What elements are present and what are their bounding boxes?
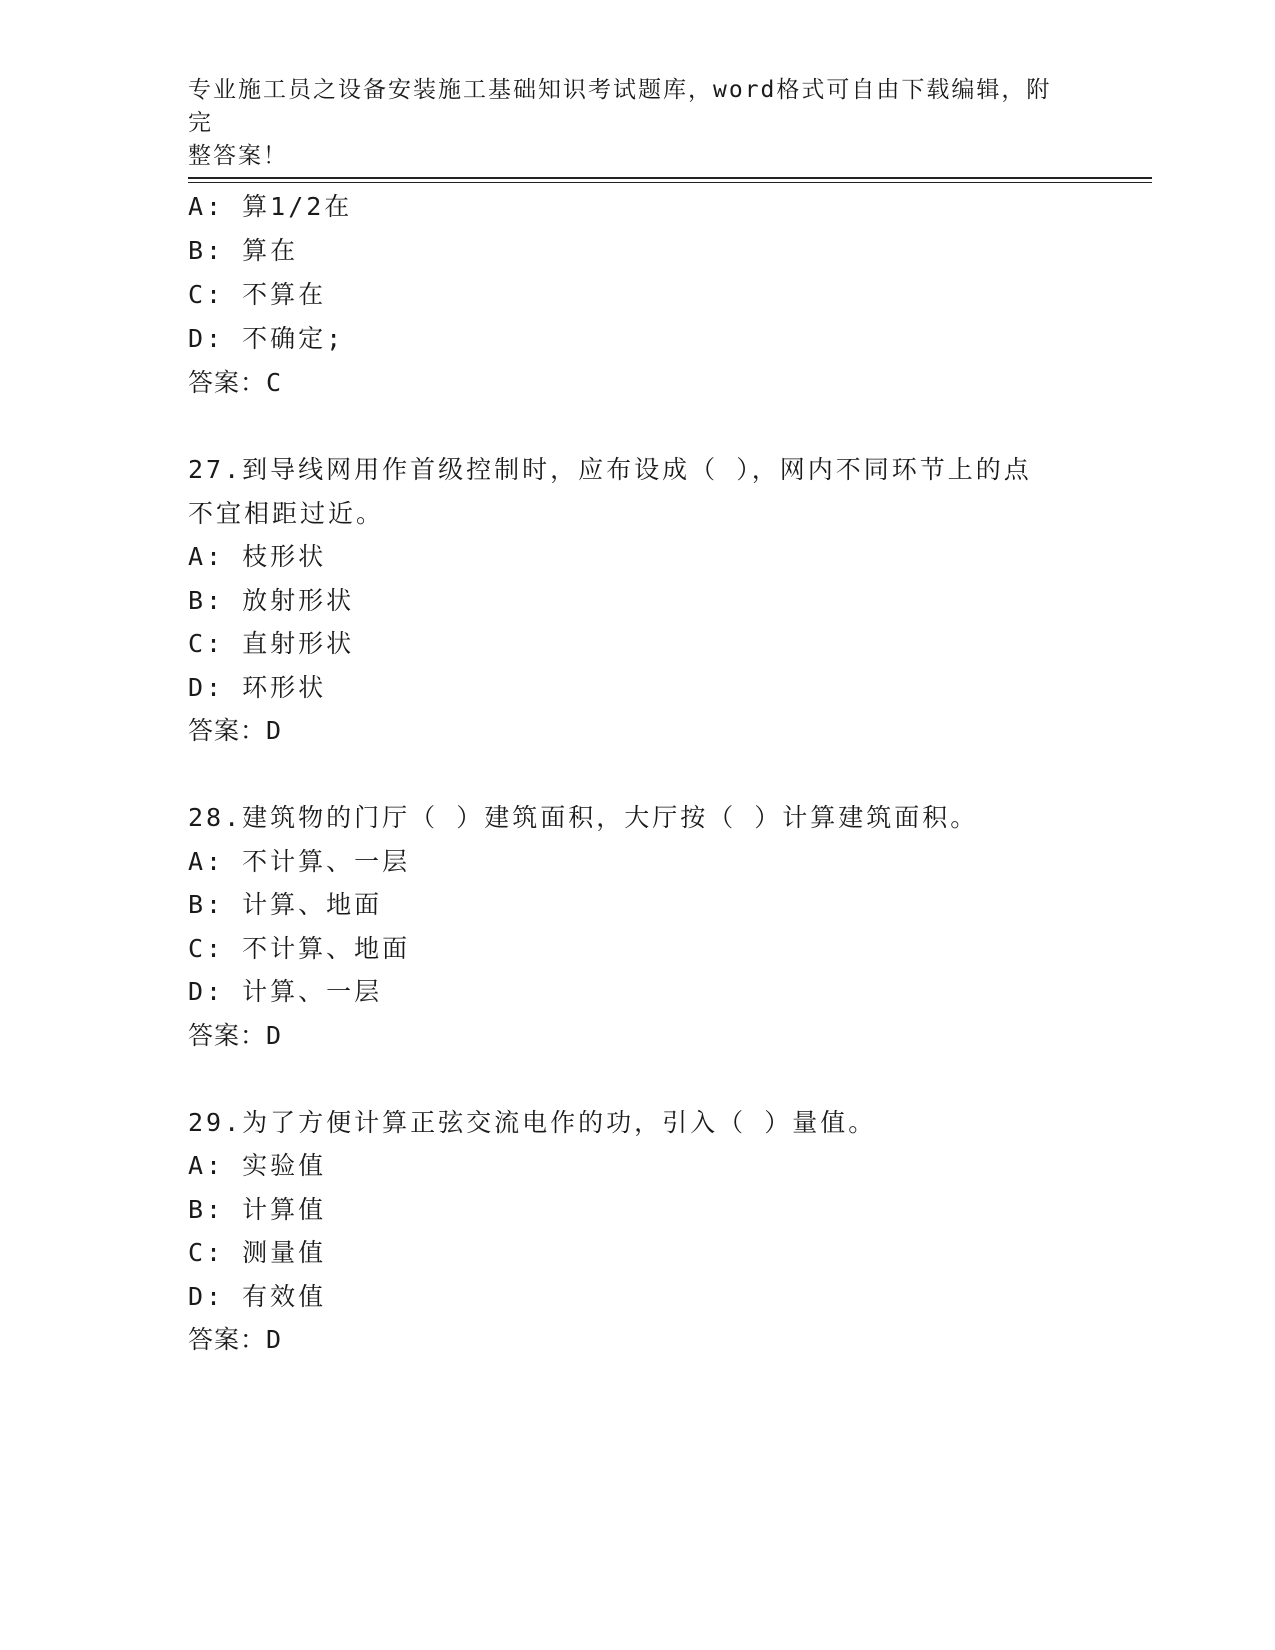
option-c: C: 测量值 [188,1238,327,1267]
option-d: D: 有效值 [188,1282,327,1311]
header-line-1: 专业施工员之设备安装施工基础知识考试题库，word格式可自由下载编辑，附完 [188,77,1052,136]
option-d: D: 计算、一层 [188,977,383,1006]
header-divider-thick [188,177,1152,179]
header-divider-thin [188,182,1152,183]
option-d: D: 不确定; [188,324,345,353]
option-b: B: 算在 [188,236,299,265]
option-b: B: 计算值 [188,1195,327,1224]
question-stem: 27.到导线网用作首级控制时，应布设成（ ），网内不同环节上的点 [188,455,1032,484]
option-c: C: 直射形状 [188,629,355,658]
document-header [188,74,1068,173]
question-stem-continued: 不宜相距过近。 [188,499,385,528]
question-stem: 29.为了方便计算正弦交流电作的功，引入（ ）量值。 [188,1108,877,1137]
option-b: B: 放射形状 [188,586,355,615]
answer: 答案：D [188,1325,283,1354]
option-c: C: 不算在 [188,280,327,309]
question-stem: 28.建筑物的门厅（ ）建筑面积，大厅按（ ）计算建筑面积。 [188,803,979,832]
option-a: A: 不计算、一层 [188,847,411,876]
option-a: A: 枝形状 [188,542,327,571]
option-a: A: 实验值 [188,1151,327,1180]
header-line-2: 整答案！ [188,143,288,169]
answer: 答案：D [188,716,283,745]
answer: 答案：D [188,1021,283,1050]
option-c: C: 不计算、地面 [188,934,411,963]
option-a: A: 算1/2在 [188,192,353,221]
answer: 答案：C [188,368,283,397]
option-d: D: 环形状 [188,673,327,702]
option-b: B: 计算、地面 [188,890,383,919]
